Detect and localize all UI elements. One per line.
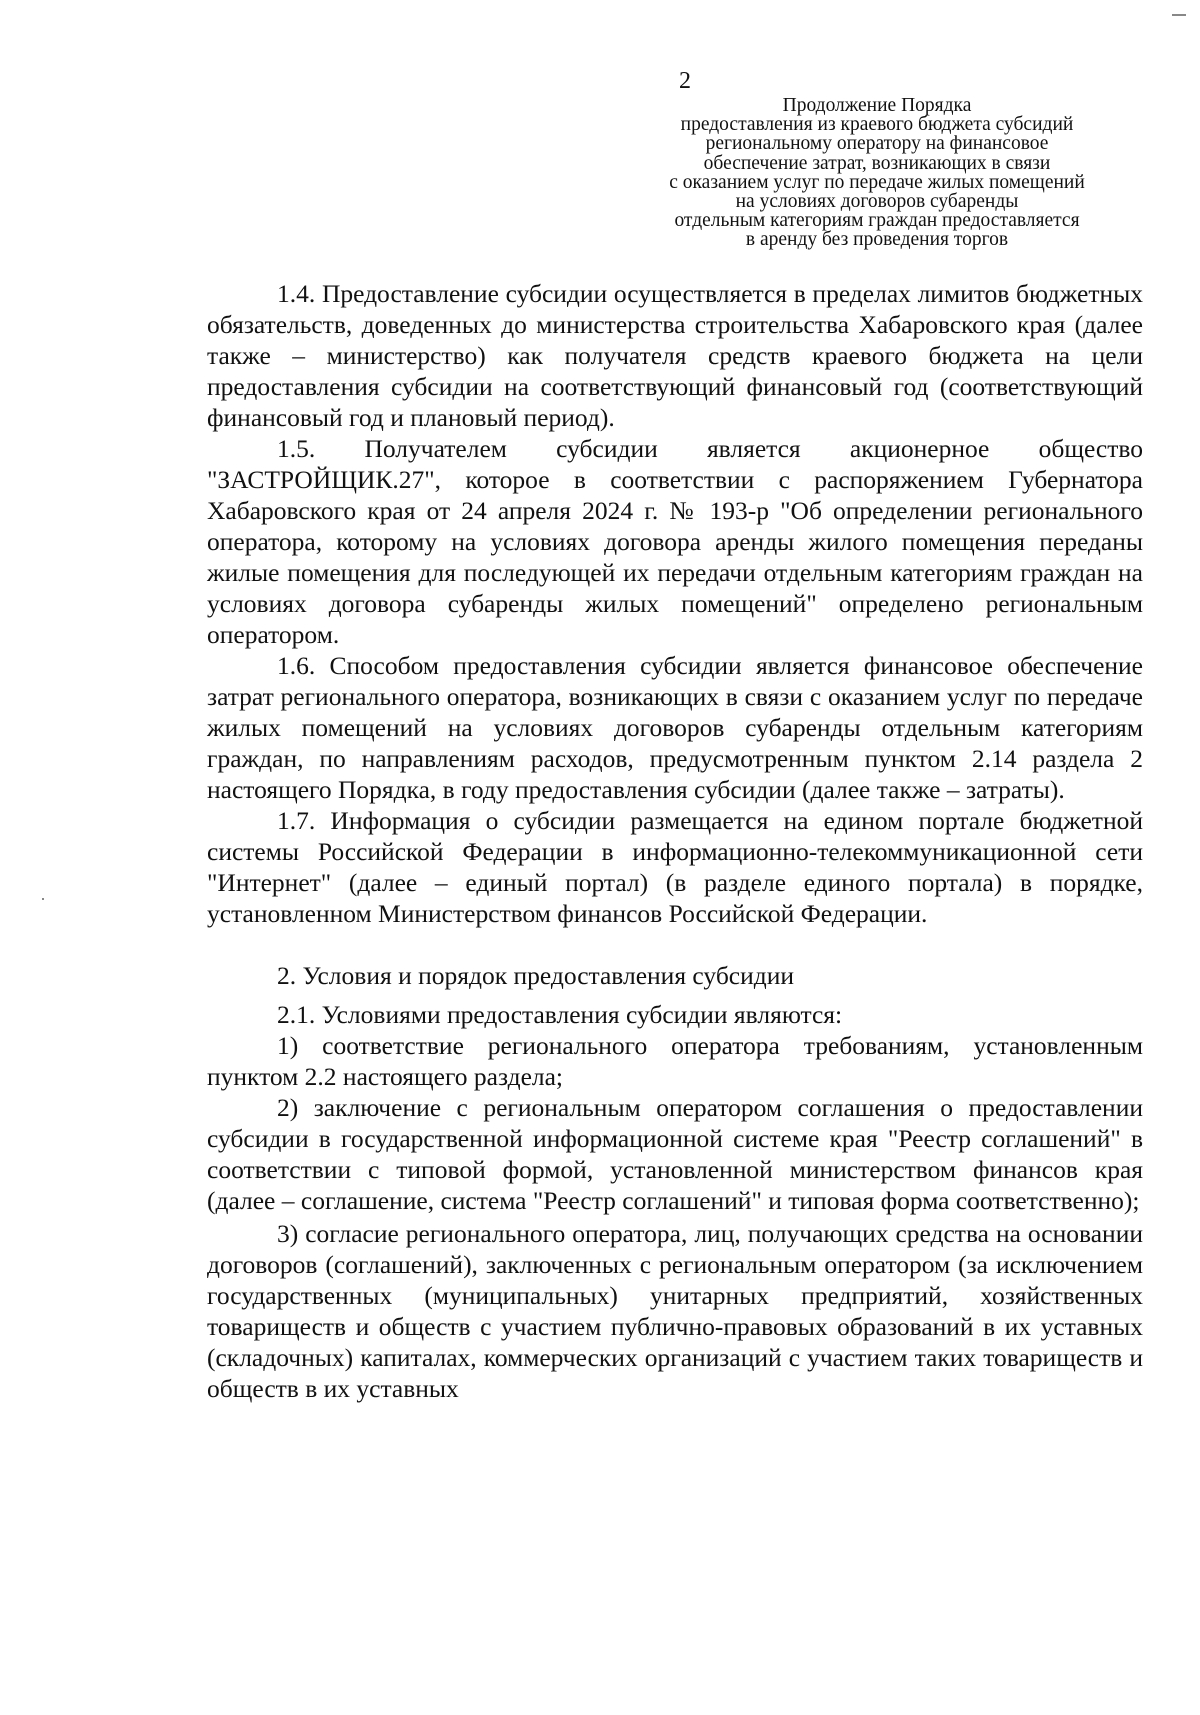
paragraph-1-4: 1.4. Предоставление субсидии осуществляется в пределах лимитов бюджетных обязательств, доведенных до министерства строительства Хабаровского края (далее также – министерство) как получателя средств краевого бюджета на цели предоставления субсидии на соответствующий финансовый год (соответствующий финансовый год и плановый период).: [207, 279, 1143, 432]
paragraph-2-1: 2.1. Условиями предоставления субсидии являются:: [277, 1000, 843, 1029]
paragraph-2-1-item-2: 2) заключение с региональным оператором соглашения о предоставлении субсидии в государственной информационной системе края "Реестр соглашений" в соответствии с типовой формой, установленной министерством финансов края (далее – соглашение, система "Реестр соглашений" и типовая форма соответственно);: [207, 1093, 1143, 1215]
scan-mark: [1172, 14, 1186, 16]
paragraph-1-5: 1.5. Получателем субсидии является акционерное общество "ЗАСТРОЙЩИК.27", которое в соответствии с распоряжением Губернатора Хабаровского края от 24 апреля 2024 г. № 193-р "Об определении регионального оператора, которому на условиях договора аренды жилого помещения переданы жилые помещения для последующей их передачи отдельным категориям граждан на условиях договора субаренды жилых помещений" определено региональным оператором.: [207, 434, 1143, 649]
paragraph-2-1-item-1: 1) соответствие регионального оператора требованиям, установленным пунктом 2.2 настоящего раздела;: [207, 1031, 1143, 1091]
page-number: 2: [679, 68, 691, 94]
header-line: отдельным категориям граждан предоставляется: [674, 210, 1080, 232]
section-2-heading: 2. Условия и порядок предоставления субсидии: [277, 961, 795, 990]
paragraph-1-7: 1.7. Информация о субсидии размещается на едином портале бюджетной системы Российской Федерации в информационно-телекоммуникационной сети "Интернет" (далее – единый портал) (в разделе единого портала) в порядке, установленном Министерством финансов Российской Федерации.: [207, 806, 1143, 928]
header-line: предоставления из краевого бюджета субсидий: [680, 114, 1074, 136]
header-line: на условиях договоров субаренды: [735, 191, 1019, 213]
header-line: с оказанием услуг по передаче жилых помещений: [669, 171, 1085, 193]
scan-speck: [42, 898, 44, 900]
paragraph-2-1-item-3: 3) согласие регионального оператора, лиц, получающих средства на основании договоров (соглашений), заключенных с региональным оператором (за исключением государственных (муниципальных) унитарных предприятий, хозяйственных товариществ и обществ с участием публично-правовых образований в их уставных (складочных) капиталах, коммерческих организаций с участием таких товариществ и обществ в их уставных: [207, 1219, 1143, 1403]
document-body: [207, 278, 1143, 1404]
paragraph-1-6: 1.6. Способом предоставления субсидии является финансовое обеспечение затрат регионального оператора, возникающих в связи с оказанием услуг по передаче жилых помещений на условиях договоров субаренды отдельным категориям граждан, по направлениям расходов, предусмотренным пунктом 2.14 раздела 2 настоящего Порядка, в году предоставления субсидии (далее также – затраты).: [207, 651, 1143, 804]
header-line: Продолжение Порядка: [782, 95, 972, 116]
header-line: региональному оператору на финансовое: [705, 133, 1049, 155]
header-line: обеспечение затрат, возникающих в связи: [703, 152, 1051, 174]
document-header: [612, 96, 1142, 250]
header-line: в аренду без проведения торгов: [745, 229, 1009, 251]
